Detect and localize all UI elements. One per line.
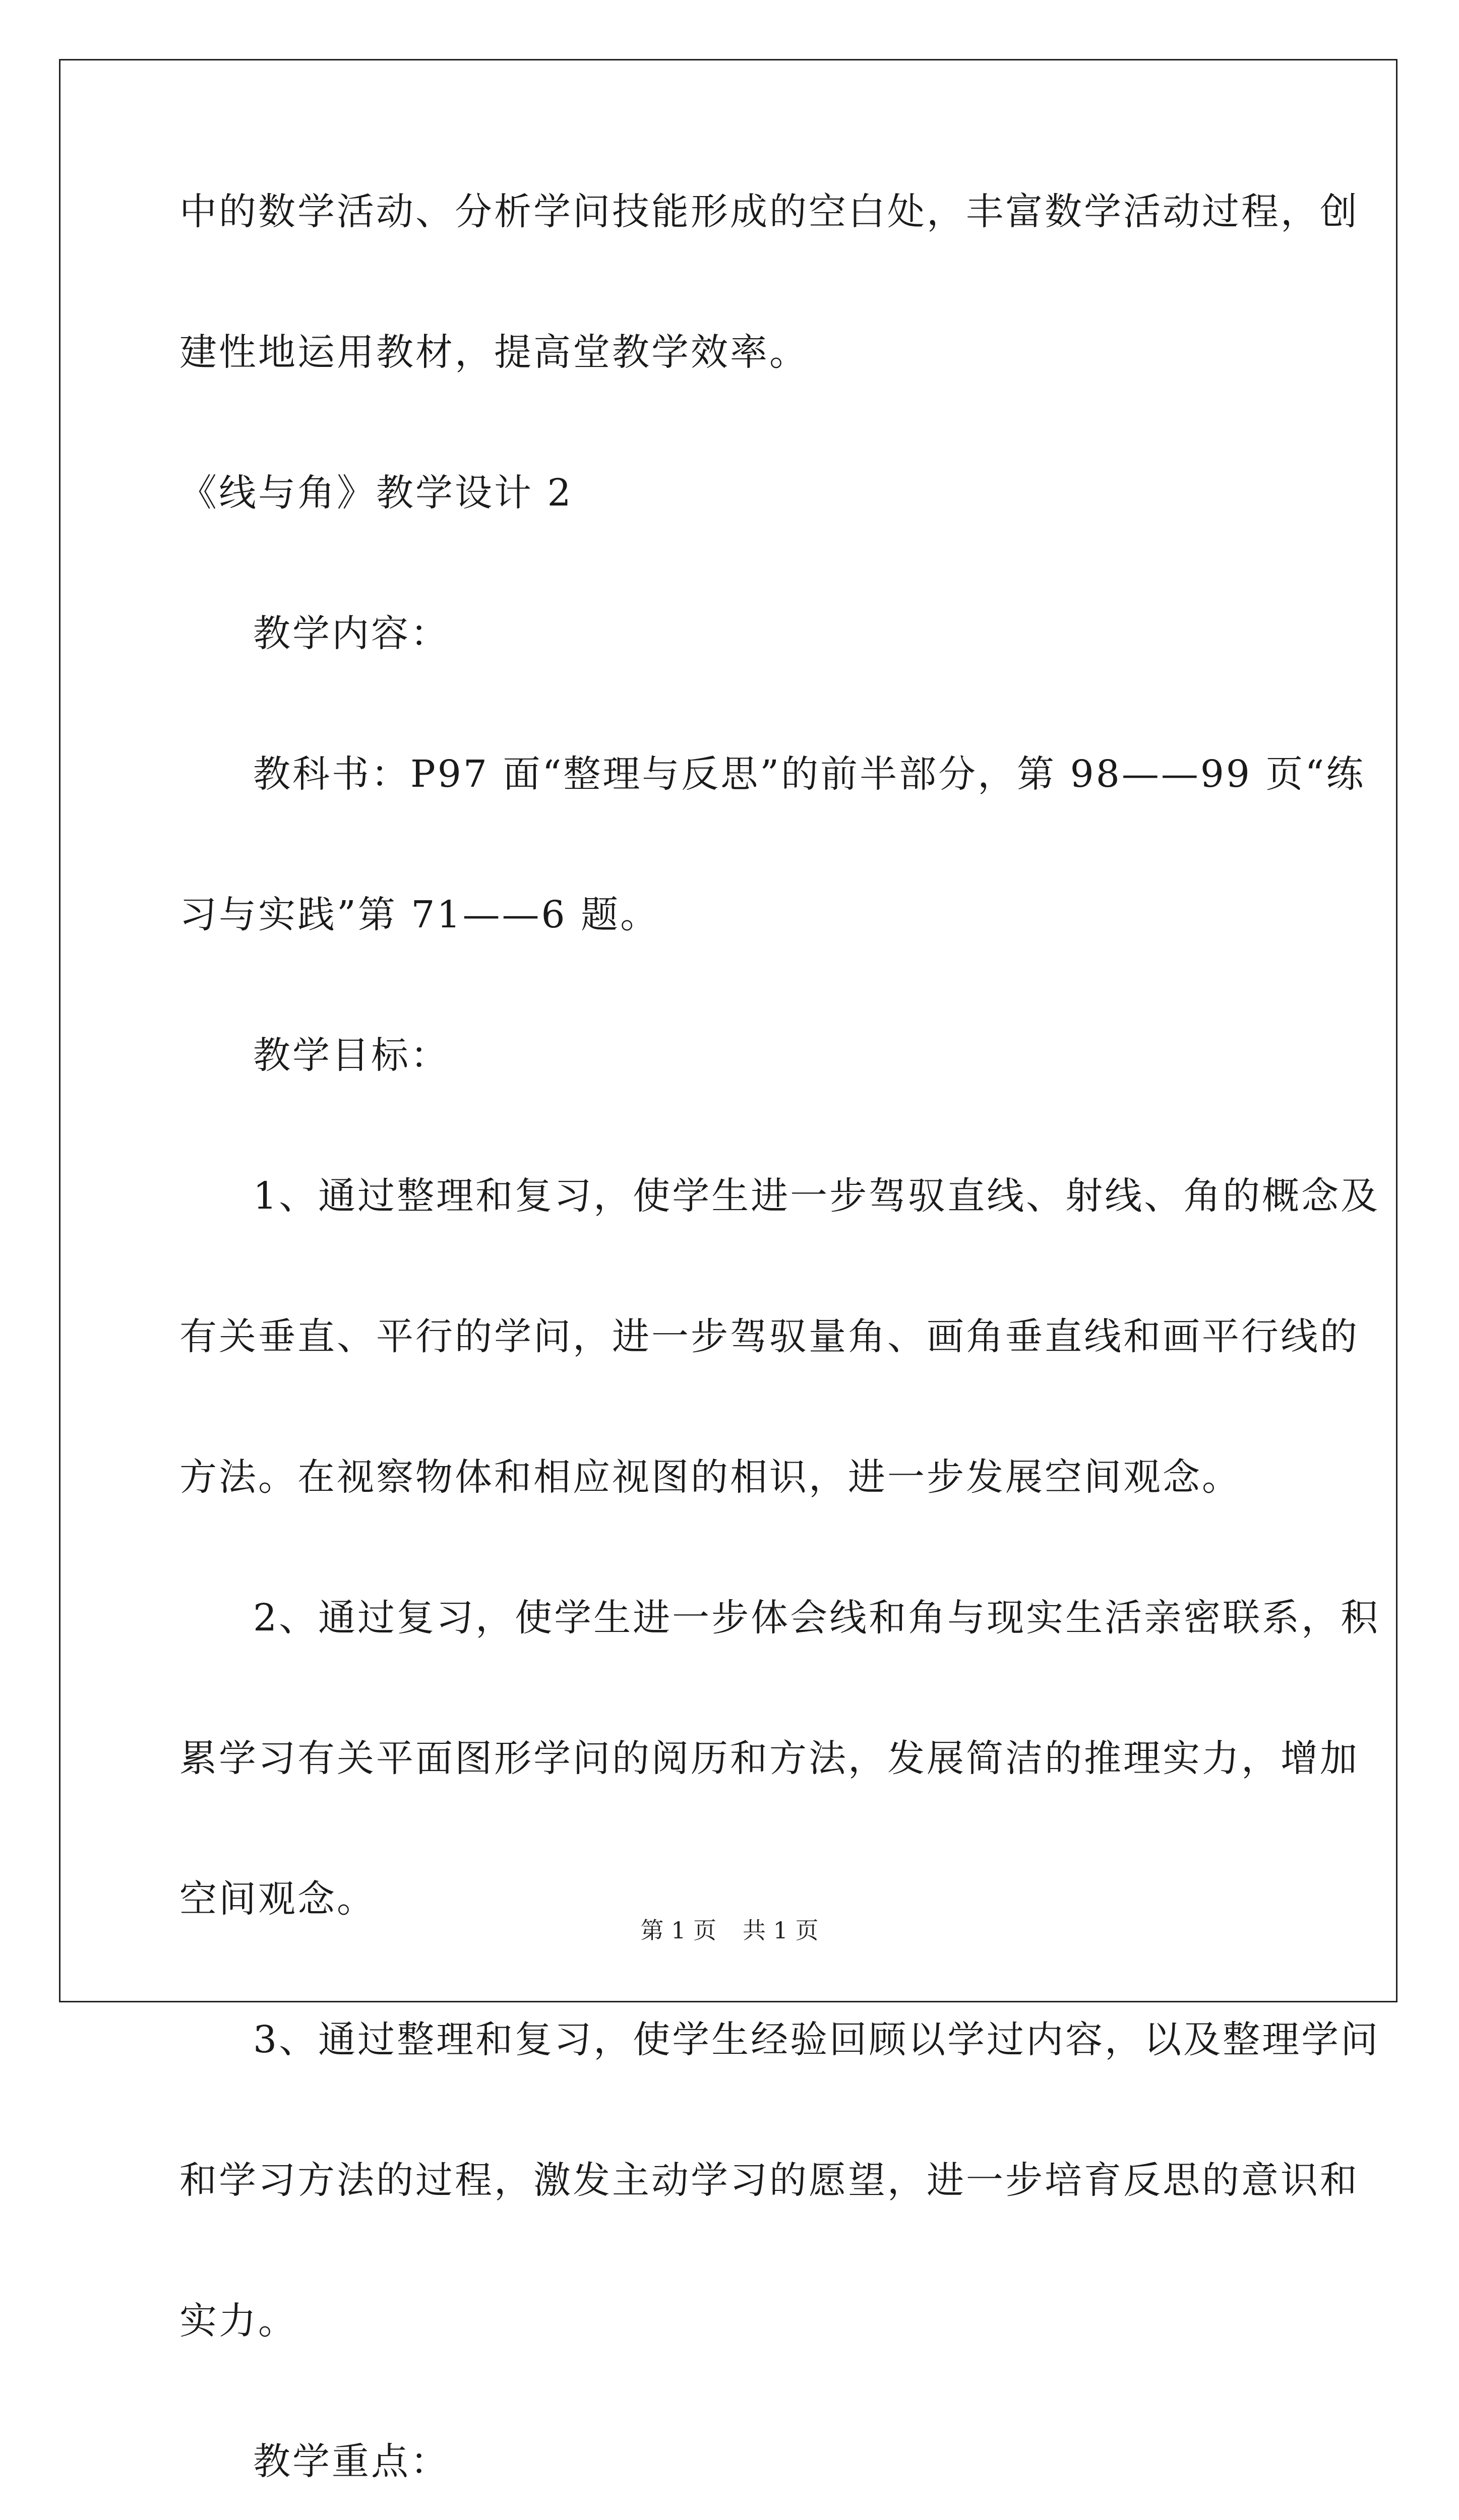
page-number: 第 1 页 <box>640 1917 716 1944</box>
text-line-textbook: 教科书：P97 面“整理与反思”的前半部分，第 98——99 页“练 <box>253 752 1366 796</box>
page-count: 共 1 页 <box>743 1917 819 1944</box>
goal-3-line-2: 和学习方法的过程，激发主动学习的愿望，进一步培育反思的意识和 <box>179 2159 1359 2202</box>
goal-2-line-1: 2、通过复习，使学生进一步体会线和角与现实生活亲密联系，积 <box>253 1596 1380 1640</box>
subheading-content: 教学内容： <box>253 612 450 655</box>
goal-1-line-3: 方法。在视察物体和相应视图的相识，进一步发展空间观念。 <box>179 1456 1241 1499</box>
text-line-textbook-cont: 习与实践”第 71——6 题。 <box>179 893 660 936</box>
section-heading: 《线与角》教学设计 2 <box>179 471 573 515</box>
goal-1-line-1: 1、通过整理和复习，使学生进一步驾驭直线、射线、角的概念及 <box>253 1174 1380 1218</box>
goal-3-line-1: 3、通过整理和复习，使学生经验回顾以学过内容，以及整理学问 <box>253 2018 1380 2061</box>
subheading-goals: 教学目标： <box>253 1034 450 1077</box>
goal-3-line-3: 实力。 <box>179 2299 297 2343</box>
text-line-1: 中的数学活动、分析学问技能形成的空白处，丰富数学活动过程，创 <box>179 190 1359 233</box>
subheading-key-points: 教学重点： <box>253 2440 450 2483</box>
text-line-2: 建性地运用教材，提高堂教学效率。 <box>179 331 809 374</box>
page-footer <box>0 1915 1459 1945</box>
document-body <box>179 186 1380 2520</box>
goal-2-line-2: 累学习有关平面图形学问的阅历和方法，发展简洁的推理实力，增加 <box>179 1737 1359 1780</box>
goal-2-line-3: 空间观念。 <box>179 1877 376 1921</box>
goal-1-line-2: 有关垂直、平行的学问，进一步驾驭量角、画角垂直线和画平行线的 <box>179 1315 1359 1358</box>
